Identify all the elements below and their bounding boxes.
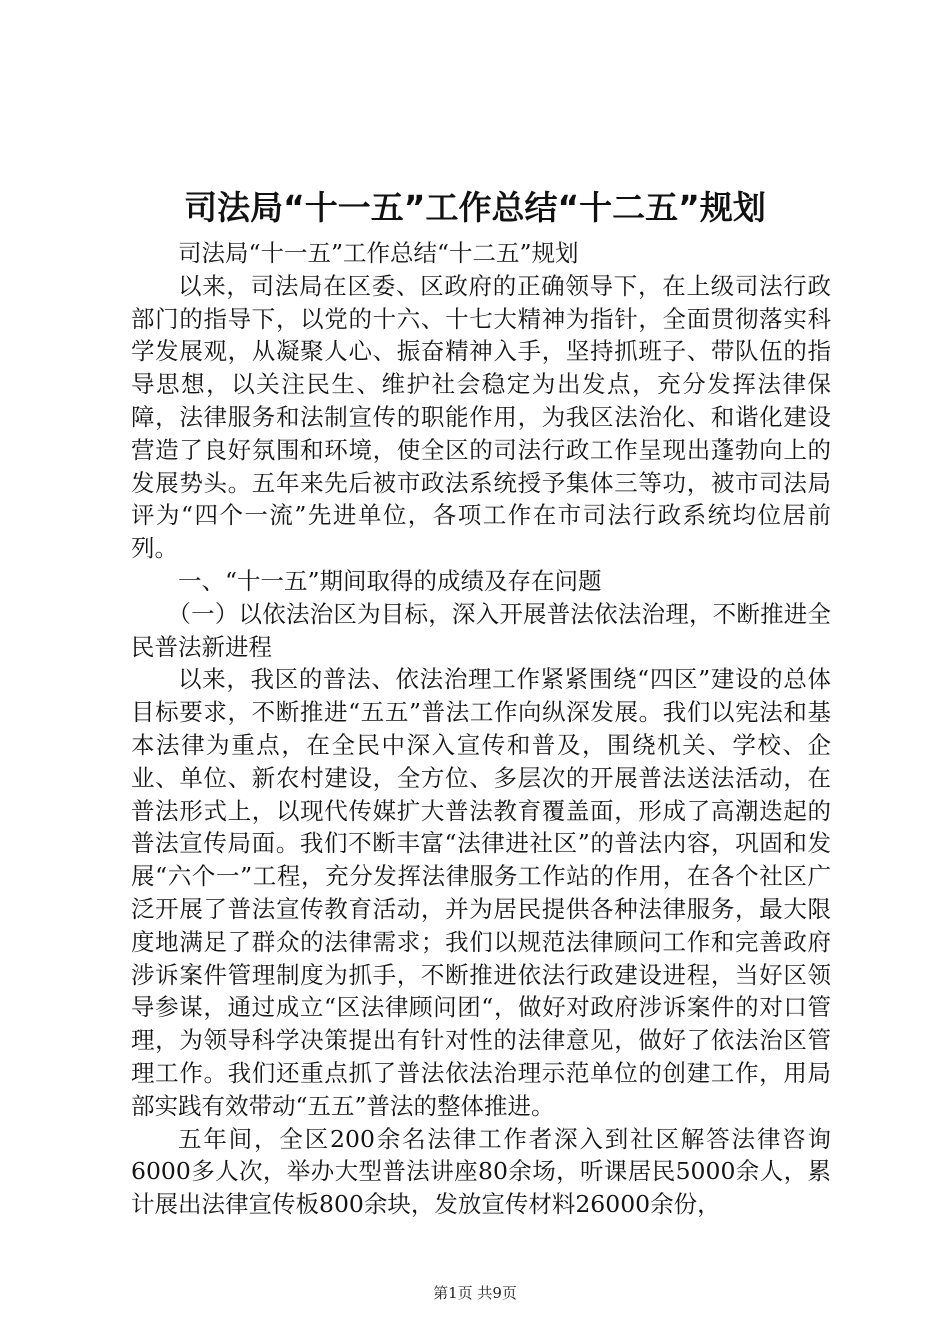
page-number-footer: 第1页 共9页 [433,1284,517,1302]
document-title: 司法局“十一五”工作总结“十二五”规划 [184,188,766,227]
document-body [131,237,831,1221]
document-subtitle: 司法局“十一五”工作总结“十二五”规划 [178,239,579,267]
paragraph-stats: 五年间，全区200余名法律工作者深入到社区解答法律咨询6000多人次，举办大型普法讲座80余场，听课居民5000余人，累计展出法律宣传板800余块，发放宣传材料26000余份， [131,1124,831,1219]
paragraph-intro: 以来，司法局在区委、区政府的正确领导下，在上级司法行政部门的指导下，以党的十六、十七大精神为指针，全面贯彻落实科学发展观，从凝聚人心、振奋精神入手，坚持抓班子、带队伍的指导思想，以关注民生、维护社会稳定为出发点，充分发挥法律保障，法律服务和法制宣传的职能作用，为我区法治化、和谐化建设营造了良好氛围和环境，使全区的司法行政工作呈现出蓬勃向上的发展势头。五年来先后被市政法系统授予集体三等功，被市司法局评为“四个一流”先进单位，各项工作在市司法行政系统均位居前列。 [131,271,831,563]
section-heading: 一、“十一五”期间取得的成绩及存在问题 [178,566,602,595]
subsection-heading: （一）以依法治区为目标，深入开展普法依法治理，不断推进全民普法新进程 [131,599,831,661]
paragraph-body: 以来，我区的普法、依法治理工作紧紧围绕“四区”建设的总体目标要求，不断推进“五五”普法工作向纵深发展。我们以宪法和基本法律为重点，在全民中深入宣传和普及，围绕机关、学校、企业、单位、新农村建设，全方位、多层次的开展普法送法活动，在普法形式上，以现代传媒扩大普法教育覆盖面，形成了高潮迭起的普法宣传局面。我们不断丰富“法律进社区”的普法内容，巩固和发展“六个一”工程，充分发挥法律服务工作站的作用，在各个社区广泛开展了普法宣传教育活动，并为居民提供各种法律服务，最大限度地满足了群众的法律需求；我们以规范法律顾问工作和完善政府涉诉案件管理制度为抓手，不断推进依法行政建设进程，当好区领导参谋，通过成立“区法律顾问团“，做好对政府涉诉案件的对口管理，为领导科学决策提出有针对性的法律意见，做好了依法治区管理工作。我们还重点抓了普法依法治理示范单位的创建工作，用局部实践有效带动“五五”普法的整体推进。 [131,665,831,1120]
